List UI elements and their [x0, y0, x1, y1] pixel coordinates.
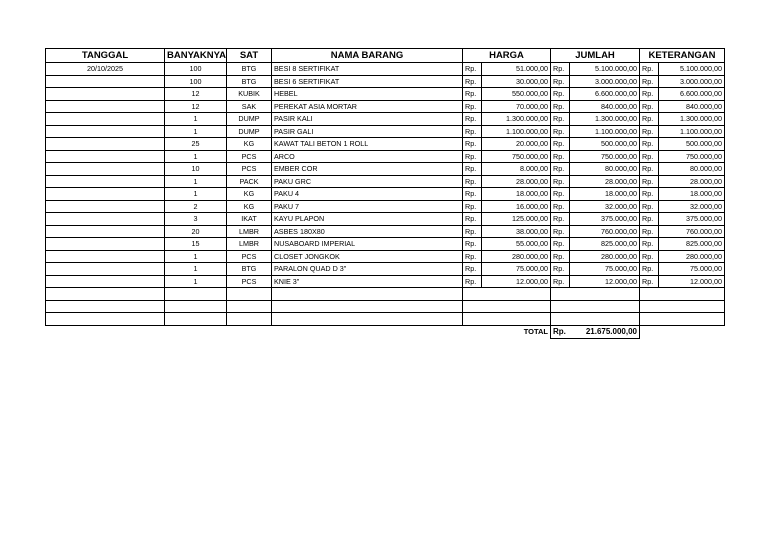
cell-nama-barang: PEREKAT ASIA MORTAR: [272, 100, 463, 113]
cell-harga-currency: Rp.: [463, 63, 482, 76]
header-banyaknya: BANYAKNYA: [165, 49, 227, 63]
empty-cell: [165, 288, 227, 301]
cell-sat: PCS: [227, 150, 272, 163]
empty-cell: [46, 288, 165, 301]
cell-nama-barang: CLOSET JONGKOK: [272, 250, 463, 263]
cell-harga: 18.000,00: [482, 188, 551, 201]
cell-tanggal: [46, 238, 165, 251]
cell-harga-currency: Rp.: [463, 275, 482, 288]
cell-harga: 16.000,00: [482, 200, 551, 213]
cell-keterangan: 18.000,00: [659, 188, 725, 201]
cell-jumlah: 280.000,00: [570, 250, 640, 263]
cell-sat: DUMP: [227, 113, 272, 126]
cell-keterangan-currency: Rp.: [640, 200, 659, 213]
cell-harga-currency: Rp.: [463, 250, 482, 263]
cell-harga: 12.000,00: [482, 275, 551, 288]
cell-keterangan: 825.000,00: [659, 238, 725, 251]
cell-keterangan-currency: Rp.: [640, 225, 659, 238]
cell-keterangan: 840.000,00: [659, 100, 725, 113]
cell-keterangan-currency: Rp.: [640, 138, 659, 151]
cell-harga: 550.000,00: [482, 88, 551, 101]
cell-nama-barang: KAWAT TALI BETON 1 ROLL: [272, 138, 463, 151]
cell-tanggal: [46, 88, 165, 101]
cell-tanggal: [46, 175, 165, 188]
cell-jumlah: 375.000,00: [570, 213, 640, 226]
empty-cell: [463, 313, 551, 326]
cell-harga: 55.000,00: [482, 238, 551, 251]
cell-jumlah: 760.000,00: [570, 225, 640, 238]
cell-keterangan: 280.000,00: [659, 250, 725, 263]
cell-harga: 28.000,00: [482, 175, 551, 188]
cell-keterangan: 32.000,00: [659, 200, 725, 213]
cell-jumlah: 80.000,00: [570, 163, 640, 176]
empty-cell: [463, 300, 551, 313]
cell-keterangan-currency: Rp.: [640, 213, 659, 226]
table-row: [46, 150, 725, 163]
cell-jumlah: 12.000,00: [570, 275, 640, 288]
cell-jumlah: 5.100.000,00: [570, 63, 640, 76]
empty-cell: [227, 300, 272, 313]
cell-sat: BTG: [227, 75, 272, 88]
cell-harga: 1.100.000,00: [482, 125, 551, 138]
cell-harga-currency: Rp.: [463, 100, 482, 113]
invoice-table: [45, 48, 725, 339]
cell-keterangan-currency: Rp.: [640, 275, 659, 288]
cell-jumlah-currency: Rp.: [551, 125, 570, 138]
cell-keterangan-currency: Rp.: [640, 88, 659, 101]
empty-cell: [551, 288, 640, 301]
cell-keterangan-currency: Rp.: [640, 100, 659, 113]
cell-tanggal: [46, 100, 165, 113]
cell-harga: 125.000,00: [482, 213, 551, 226]
cell-keterangan-currency: Rp.: [640, 150, 659, 163]
cell-jumlah-currency: Rp.: [551, 113, 570, 126]
cell-jumlah: 825.000,00: [570, 238, 640, 251]
cell-keterangan-currency: Rp.: [640, 250, 659, 263]
cell-keterangan-currency: Rp.: [640, 175, 659, 188]
cell-harga: 1.300.000,00: [482, 113, 551, 126]
empty-cell: [640, 313, 725, 326]
empty-cell: [227, 288, 272, 301]
table-row: [46, 238, 725, 251]
cell-jumlah-currency: Rp.: [551, 100, 570, 113]
cell-banyaknya: 10: [165, 163, 227, 176]
cell-keterangan-currency: Rp.: [640, 125, 659, 138]
total-label: TOTAL: [463, 325, 551, 338]
cell-nama-barang: EMBER COR: [272, 163, 463, 176]
empty-cell: [165, 300, 227, 313]
cell-banyaknya: 1: [165, 250, 227, 263]
empty-cell: [640, 300, 725, 313]
cell-sat: KUBIK: [227, 88, 272, 101]
table-row: [46, 250, 725, 263]
empty-cell: [46, 313, 165, 326]
cell-jumlah-currency: Rp.: [551, 188, 570, 201]
cell-jumlah: 18.000,00: [570, 188, 640, 201]
cell-harga-currency: Rp.: [463, 213, 482, 226]
cell-tanggal: [46, 275, 165, 288]
empty-cell: [272, 300, 463, 313]
cell-harga-currency: Rp.: [463, 238, 482, 251]
cell-harga-currency: Rp.: [463, 225, 482, 238]
cell-sat: KG: [227, 188, 272, 201]
cell-jumlah: 500.000,00: [570, 138, 640, 151]
cell-harga-currency: Rp.: [463, 175, 482, 188]
cell-jumlah: 28.000,00: [570, 175, 640, 188]
table-row: [46, 213, 725, 226]
cell-banyaknya: 1: [165, 188, 227, 201]
cell-tanggal: [46, 138, 165, 151]
cell-tanggal: [46, 225, 165, 238]
cell-tanggal: [46, 75, 165, 88]
cell-keterangan: 750.000,00: [659, 150, 725, 163]
cell-sat: BTG: [227, 63, 272, 76]
cell-sat: KG: [227, 138, 272, 151]
cell-nama-barang: KAYU PLAPON: [272, 213, 463, 226]
cell-banyaknya: 100: [165, 63, 227, 76]
table-row: [46, 188, 725, 201]
cell-keterangan: 760.000,00: [659, 225, 725, 238]
cell-nama-barang: PAKU GRC: [272, 175, 463, 188]
empty-cell: [272, 288, 463, 301]
cell-jumlah: 75.000,00: [570, 263, 640, 276]
empty-cell: [640, 288, 725, 301]
empty-cell: [463, 288, 551, 301]
cell-harga-currency: Rp.: [463, 150, 482, 163]
cell-sat: LMBR: [227, 238, 272, 251]
cell-banyaknya: 1: [165, 275, 227, 288]
cell-jumlah: 750.000,00: [570, 150, 640, 163]
header-row: [46, 49, 725, 63]
cell-banyaknya: 1: [165, 113, 227, 126]
cell-banyaknya: 12: [165, 88, 227, 101]
table-row: [46, 163, 725, 176]
cell-sat: IKAT: [227, 213, 272, 226]
cell-keterangan: 3.000.000,00: [659, 75, 725, 88]
cell-tanggal: [46, 213, 165, 226]
table-row: [46, 125, 725, 138]
cell-keterangan-currency: Rp.: [640, 113, 659, 126]
cell-jumlah: 6.600.000,00: [570, 88, 640, 101]
header-keterangan: KETERANGAN: [640, 49, 725, 63]
cell-harga-currency: Rp.: [463, 88, 482, 101]
cell-sat: PCS: [227, 275, 272, 288]
cell-banyaknya: 12: [165, 100, 227, 113]
total-row: [46, 325, 725, 338]
cell-jumlah-currency: Rp.: [551, 138, 570, 151]
cell-keterangan-currency: Rp.: [640, 188, 659, 201]
table-row: [46, 63, 725, 76]
cell-keterangan-currency: Rp.: [640, 75, 659, 88]
cell-keterangan: 80.000,00: [659, 163, 725, 176]
table-row: [46, 138, 725, 151]
cell-sat: BTG: [227, 263, 272, 276]
cell-nama-barang: BESI 6 SERTIFIKAT: [272, 75, 463, 88]
cell-jumlah-currency: Rp.: [551, 88, 570, 101]
cell-keterangan: 375.000,00: [659, 213, 725, 226]
cell-tanggal: [46, 113, 165, 126]
cell-harga-currency: Rp.: [463, 113, 482, 126]
cell-harga: 38.000,00: [482, 225, 551, 238]
cell-jumlah-currency: Rp.: [551, 163, 570, 176]
cell-banyaknya: 100: [165, 75, 227, 88]
cell-jumlah-currency: Rp.: [551, 250, 570, 263]
cell-jumlah: 840.000,00: [570, 100, 640, 113]
cell-nama-barang: NUSABOARD IMPERIAL: [272, 238, 463, 251]
cell-tanggal: [46, 200, 165, 213]
table-row: [46, 263, 725, 276]
cell-harga-currency: Rp.: [463, 200, 482, 213]
table-row: [46, 175, 725, 188]
cell-tanggal: [46, 263, 165, 276]
cell-harga: 70.000,00: [482, 100, 551, 113]
header-sat: SAT: [227, 49, 272, 63]
table-row: [46, 200, 725, 213]
cell-sat: LMBR: [227, 225, 272, 238]
cell-jumlah-currency: Rp.: [551, 275, 570, 288]
cell-keterangan-currency: Rp.: [640, 263, 659, 276]
cell-nama-barang: BESI 8 SERTIFIKAT: [272, 63, 463, 76]
cell-jumlah-currency: Rp.: [551, 225, 570, 238]
table-row: [46, 100, 725, 113]
cell-harga-currency: Rp.: [463, 188, 482, 201]
cell-nama-barang: ARCO: [272, 150, 463, 163]
cell-harga-currency: Rp.: [463, 163, 482, 176]
cell-jumlah: 32.000,00: [570, 200, 640, 213]
cell-keterangan: 500.000,00: [659, 138, 725, 151]
cell-harga-currency: Rp.: [463, 125, 482, 138]
cell-sat: SAK: [227, 100, 272, 113]
cell-sat: PCS: [227, 250, 272, 263]
cell-jumlah: 1.100.000,00: [570, 125, 640, 138]
cell-nama-barang: PASIR KALI: [272, 113, 463, 126]
cell-sat: PCS: [227, 163, 272, 176]
empty-row: [46, 300, 725, 313]
cell-banyaknya: 2: [165, 200, 227, 213]
cell-harga-currency: Rp.: [463, 263, 482, 276]
cell-tanggal: [46, 188, 165, 201]
cell-tanggal: [46, 250, 165, 263]
empty-cell: [272, 313, 463, 326]
empty-row: [46, 288, 725, 301]
cell-jumlah-currency: Rp.: [551, 63, 570, 76]
cell-banyaknya: 3: [165, 213, 227, 226]
empty-cell: [551, 300, 640, 313]
cell-sat: KG: [227, 200, 272, 213]
table-row: [46, 88, 725, 101]
cell-keterangan: 5.100.000,00: [659, 63, 725, 76]
cell-keterangan-currency: Rp.: [640, 238, 659, 251]
cell-tanggal: [46, 125, 165, 138]
cell-harga: 51.000,00: [482, 63, 551, 76]
cell-jumlah-currency: Rp.: [551, 238, 570, 251]
table-row: [46, 225, 725, 238]
cell-harga: 20.000,00: [482, 138, 551, 151]
cell-jumlah-currency: Rp.: [551, 200, 570, 213]
cell-keterangan: 1.100.000,00: [659, 125, 725, 138]
cell-keterangan: 28.000,00: [659, 175, 725, 188]
cell-harga: 750.000,00: [482, 150, 551, 163]
cell-harga: 8.000,00: [482, 163, 551, 176]
cell-nama-barang: HEBEL: [272, 88, 463, 101]
cell-harga-currency: Rp.: [463, 138, 482, 151]
cell-sat: PACK: [227, 175, 272, 188]
cell-jumlah: 1.300.000,00: [570, 113, 640, 126]
table-row: [46, 113, 725, 126]
cell-keterangan: 75.000,00: [659, 263, 725, 276]
cell-banyaknya: 15: [165, 238, 227, 251]
cell-jumlah-currency: Rp.: [551, 175, 570, 188]
cell-keterangan-currency: Rp.: [640, 163, 659, 176]
cell-keterangan-currency: Rp.: [640, 63, 659, 76]
header-jumlah: JUMLAH: [551, 49, 640, 63]
cell-banyaknya: 1: [165, 125, 227, 138]
table-row: [46, 75, 725, 88]
total-value: 21.675.000,00: [570, 325, 640, 338]
cell-harga-currency: Rp.: [463, 75, 482, 88]
cell-harga: 280.000,00: [482, 250, 551, 263]
cell-sat: DUMP: [227, 125, 272, 138]
cell-jumlah-currency: Rp.: [551, 75, 570, 88]
cell-tanggal: 20/10/2025: [46, 63, 165, 76]
cell-nama-barang: ASBES 180X80: [272, 225, 463, 238]
cell-jumlah-currency: Rp.: [551, 213, 570, 226]
header-nama-barang: NAMA BARANG: [272, 49, 463, 63]
cell-nama-barang: KNIE 3": [272, 275, 463, 288]
empty-cell: [551, 313, 640, 326]
total-currency: Rp.: [551, 325, 570, 338]
blank-rows: [46, 288, 725, 326]
cell-nama-barang: PAKU 4: [272, 188, 463, 201]
cell-banyaknya: 1: [165, 263, 227, 276]
cell-nama-barang: PAKU 7: [272, 200, 463, 213]
empty-cell: [46, 300, 165, 313]
cell-keterangan: 6.600.000,00: [659, 88, 725, 101]
cell-banyaknya: 1: [165, 175, 227, 188]
cell-harga: 75.000,00: [482, 263, 551, 276]
cell-nama-barang: PASIR GALI: [272, 125, 463, 138]
cell-harga: 30.000,00: [482, 75, 551, 88]
cell-jumlah-currency: Rp.: [551, 263, 570, 276]
cell-jumlah: 3.000.000,00: [570, 75, 640, 88]
cell-banyaknya: 1: [165, 150, 227, 163]
cell-tanggal: [46, 163, 165, 176]
cell-nama-barang: PARALON QUAD D 3": [272, 263, 463, 276]
empty-row: [46, 313, 725, 326]
table-body: [46, 63, 725, 288]
cell-tanggal: [46, 150, 165, 163]
cell-banyaknya: 25: [165, 138, 227, 151]
cell-keterangan: 1.300.000,00: [659, 113, 725, 126]
empty-cell: [165, 313, 227, 326]
cell-banyaknya: 20: [165, 225, 227, 238]
cell-keterangan: 12.000,00: [659, 275, 725, 288]
header-harga: HARGA: [463, 49, 551, 63]
empty-cell: [227, 313, 272, 326]
table-row: [46, 275, 725, 288]
cell-jumlah-currency: Rp.: [551, 150, 570, 163]
header-tanggal: TANGGAL: [46, 49, 165, 63]
